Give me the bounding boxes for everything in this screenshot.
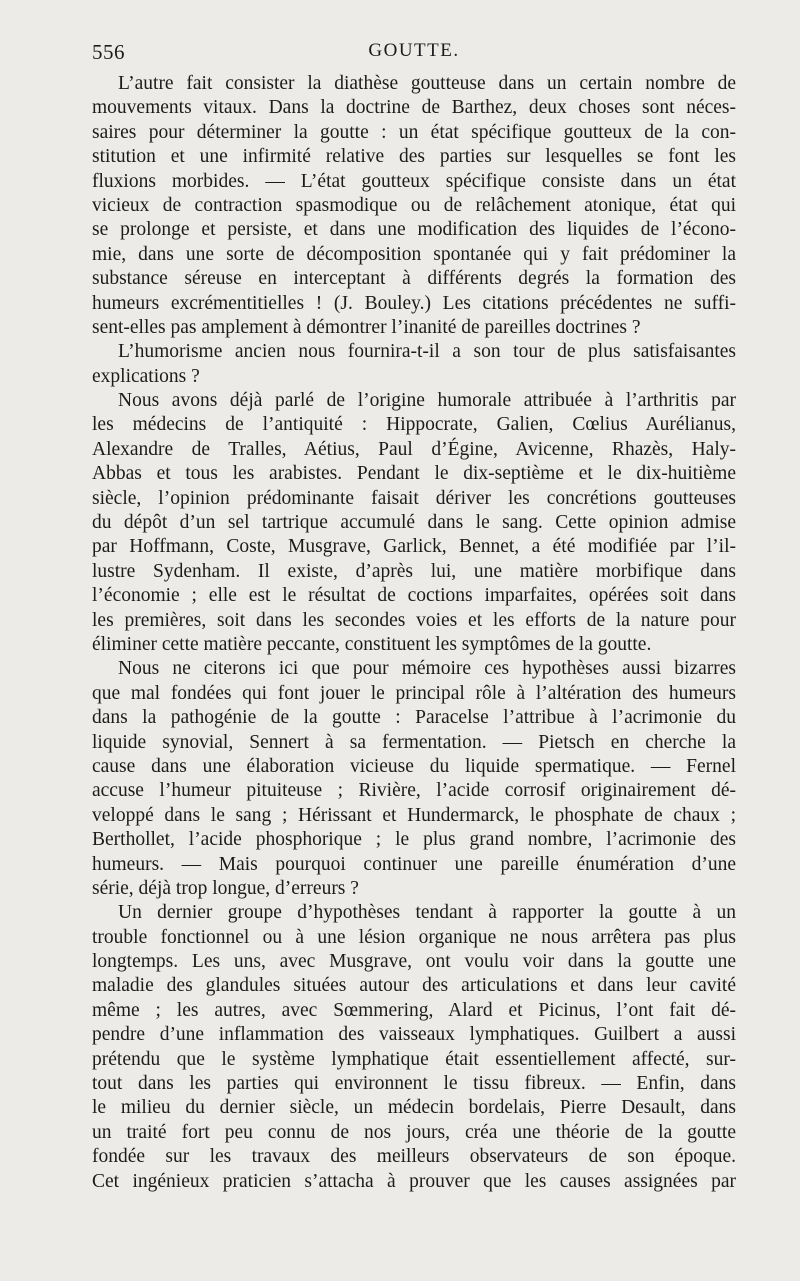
text-line: cause dans une élaboration vicieuse du liquide spermatique. — Fernel [92,755,736,777]
text-line: L’humorisme ancien nous fournira-t-il a son tour de plus satisfaisantes [118,341,736,363]
text-line: l’économie ; elle est le résultat de coctions imparfaites, opérées soit dans [92,585,736,607]
text-line: accuse l’humeur pituiteuse ; Rivière, l’acide corrosif originairement dé- [92,780,736,802]
text-line: fluxions morbides. — L’état goutteux spécifique consiste dans un état [92,170,736,192]
paragraph [92,901,736,1194]
text-line: Berthollet, l’acide phosphorique ; le plus grand nombre, l’acrimonie des [92,829,736,851]
text-line: pendre d’une inflammation des vaisseaux lymphatiques. Guilbert a aussi [92,1024,736,1046]
text-line: humeurs. — Mais pourquoi continuer une pareille énumération d’une [92,853,736,875]
text-line: mouvements vitaux. Dans la doctrine de Barthez, deux choses sont néces- [92,97,736,119]
text-line: par Hoffmann, Coste, Musgrave, Garlick, Bennet, a été modifiée par l’il- [92,536,736,558]
text-line: L’autre fait consister la diathèse goutteuse dans un certain nombre de [118,73,736,94]
paragraph [92,72,736,340]
text-line: Un dernier groupe d’hypothèses tendant à rapporter la goutte à un [118,902,736,924]
paragraph [92,340,736,389]
text-line: longtemps. Les uns, avec Musgrave, ont voulu voir dans la goutte une [92,951,736,973]
text-line: explications ? [92,365,200,387]
text-line: le milieu du dernier siècle, un médecin bordelais, Pierre Desault, dans [92,1097,736,1119]
text-line: sent-elles pas amplement à démontrer l’inanité de pareilles doctrines ? [92,316,641,338]
text-line: veloppé dans le sang ; Hérissant et Hundermarck, le phosphate de chaux ; [92,804,736,826]
text-line: lustre Sydenham. Il existe, d’après lui, une matière morbifique dans [92,560,736,582]
text-line: série, déjà trop longue, d’erreurs ? [92,877,359,899]
text-line: Abbas et tous les arabistes. Pendant le dix-septième et le dix-huitième [92,463,736,485]
text-line: substance séreuse en interceptant à différents degrés la formation des [92,268,736,290]
text-line: maladie des glandules situées autour des articulations et dans leur cavité [92,975,736,997]
text-line: vicieux de contraction spasmodique ou de relâchement atonique, état qui [92,194,736,216]
text-line: Nous ne citerons ici que pour mémoire ces hypothèses aussi bizarres [118,658,736,680]
text-line: humeurs excrémentitielles ! (J. Bouley.) Les citations précédentes ne suffi- [92,292,736,314]
text-line: fondée sur les travaux des meilleurs observateurs de son époque. [92,1146,736,1168]
text-line: stitution et une infirmité relative des parties sur lesquelles se font les [92,146,736,168]
page-number: 556 [92,40,125,64]
text-line: se prolonge et persiste, et dans une modification des liquides de l’écono- [92,219,736,241]
text-line: saires pour déterminer la goutte : un état spécifique goutteux de la con- [92,121,736,143]
text-line: Nous avons déjà parlé de l’origine humorale attribuée à l’arthritis par [118,390,736,412]
body-text [92,72,736,1194]
text-line: mie, dans une sorte de décomposition spontanée qui y fait prédominer la [92,243,736,265]
running-title: GOUTTE. [368,40,460,61]
text-line: les premières, soit dans les secondes voies et les efforts de la nature pour [92,609,736,631]
text-line: même ; les autres, avec Sœmmering, Alard et Picinus, l’ont fait dé- [92,999,736,1021]
text-line: éliminer cette matière peccante, constituent les symptômes de la goutte. [92,633,652,655]
text-line: du dépôt d’un sel tartrique accumulé dans le sang. Cette opinion admise [92,512,736,534]
paragraph [92,657,736,901]
text-line: tout dans les parties qui environnent le tissu fibreux. — Enfin, dans [92,1073,736,1095]
text-line: Alexandre de Tralles, Aétius, Paul d’Égine, Avicenne, Rhazès, Haly- [92,438,736,460]
text-line: prétendu que le système lymphatique était essentiellement affecté, sur- [92,1048,736,1070]
page-header [92,40,736,68]
paragraph [92,389,736,657]
text-line: liquide synovial, Sennert à sa fermentation. — Pietsch en cherche la [92,731,736,753]
text-line: trouble fonctionnel ou à une lésion organique ne nous arrêtera pas plus [92,926,736,948]
text-line: siècle, l’opinion prédominante faisait dériver les concrétions goutteuses [92,487,736,509]
text-line: que mal fondées qui font jouer le principal rôle à l’altération des humeurs [92,682,736,704]
text-line: un traité fort peu connu de nos jours, créa une théorie de la goutte [92,1121,736,1143]
text-line: dans la pathogénie de la goutte : Paracelse l’attribue à l’acrimonie du [92,707,736,729]
text-line: les médecins de l’antiquité : Hippocrate, Galien, Cœlius Aurélianus, [92,414,736,436]
text-line: Cet ingénieux praticien s’attacha à prouver que les causes assignées par [92,1170,736,1192]
